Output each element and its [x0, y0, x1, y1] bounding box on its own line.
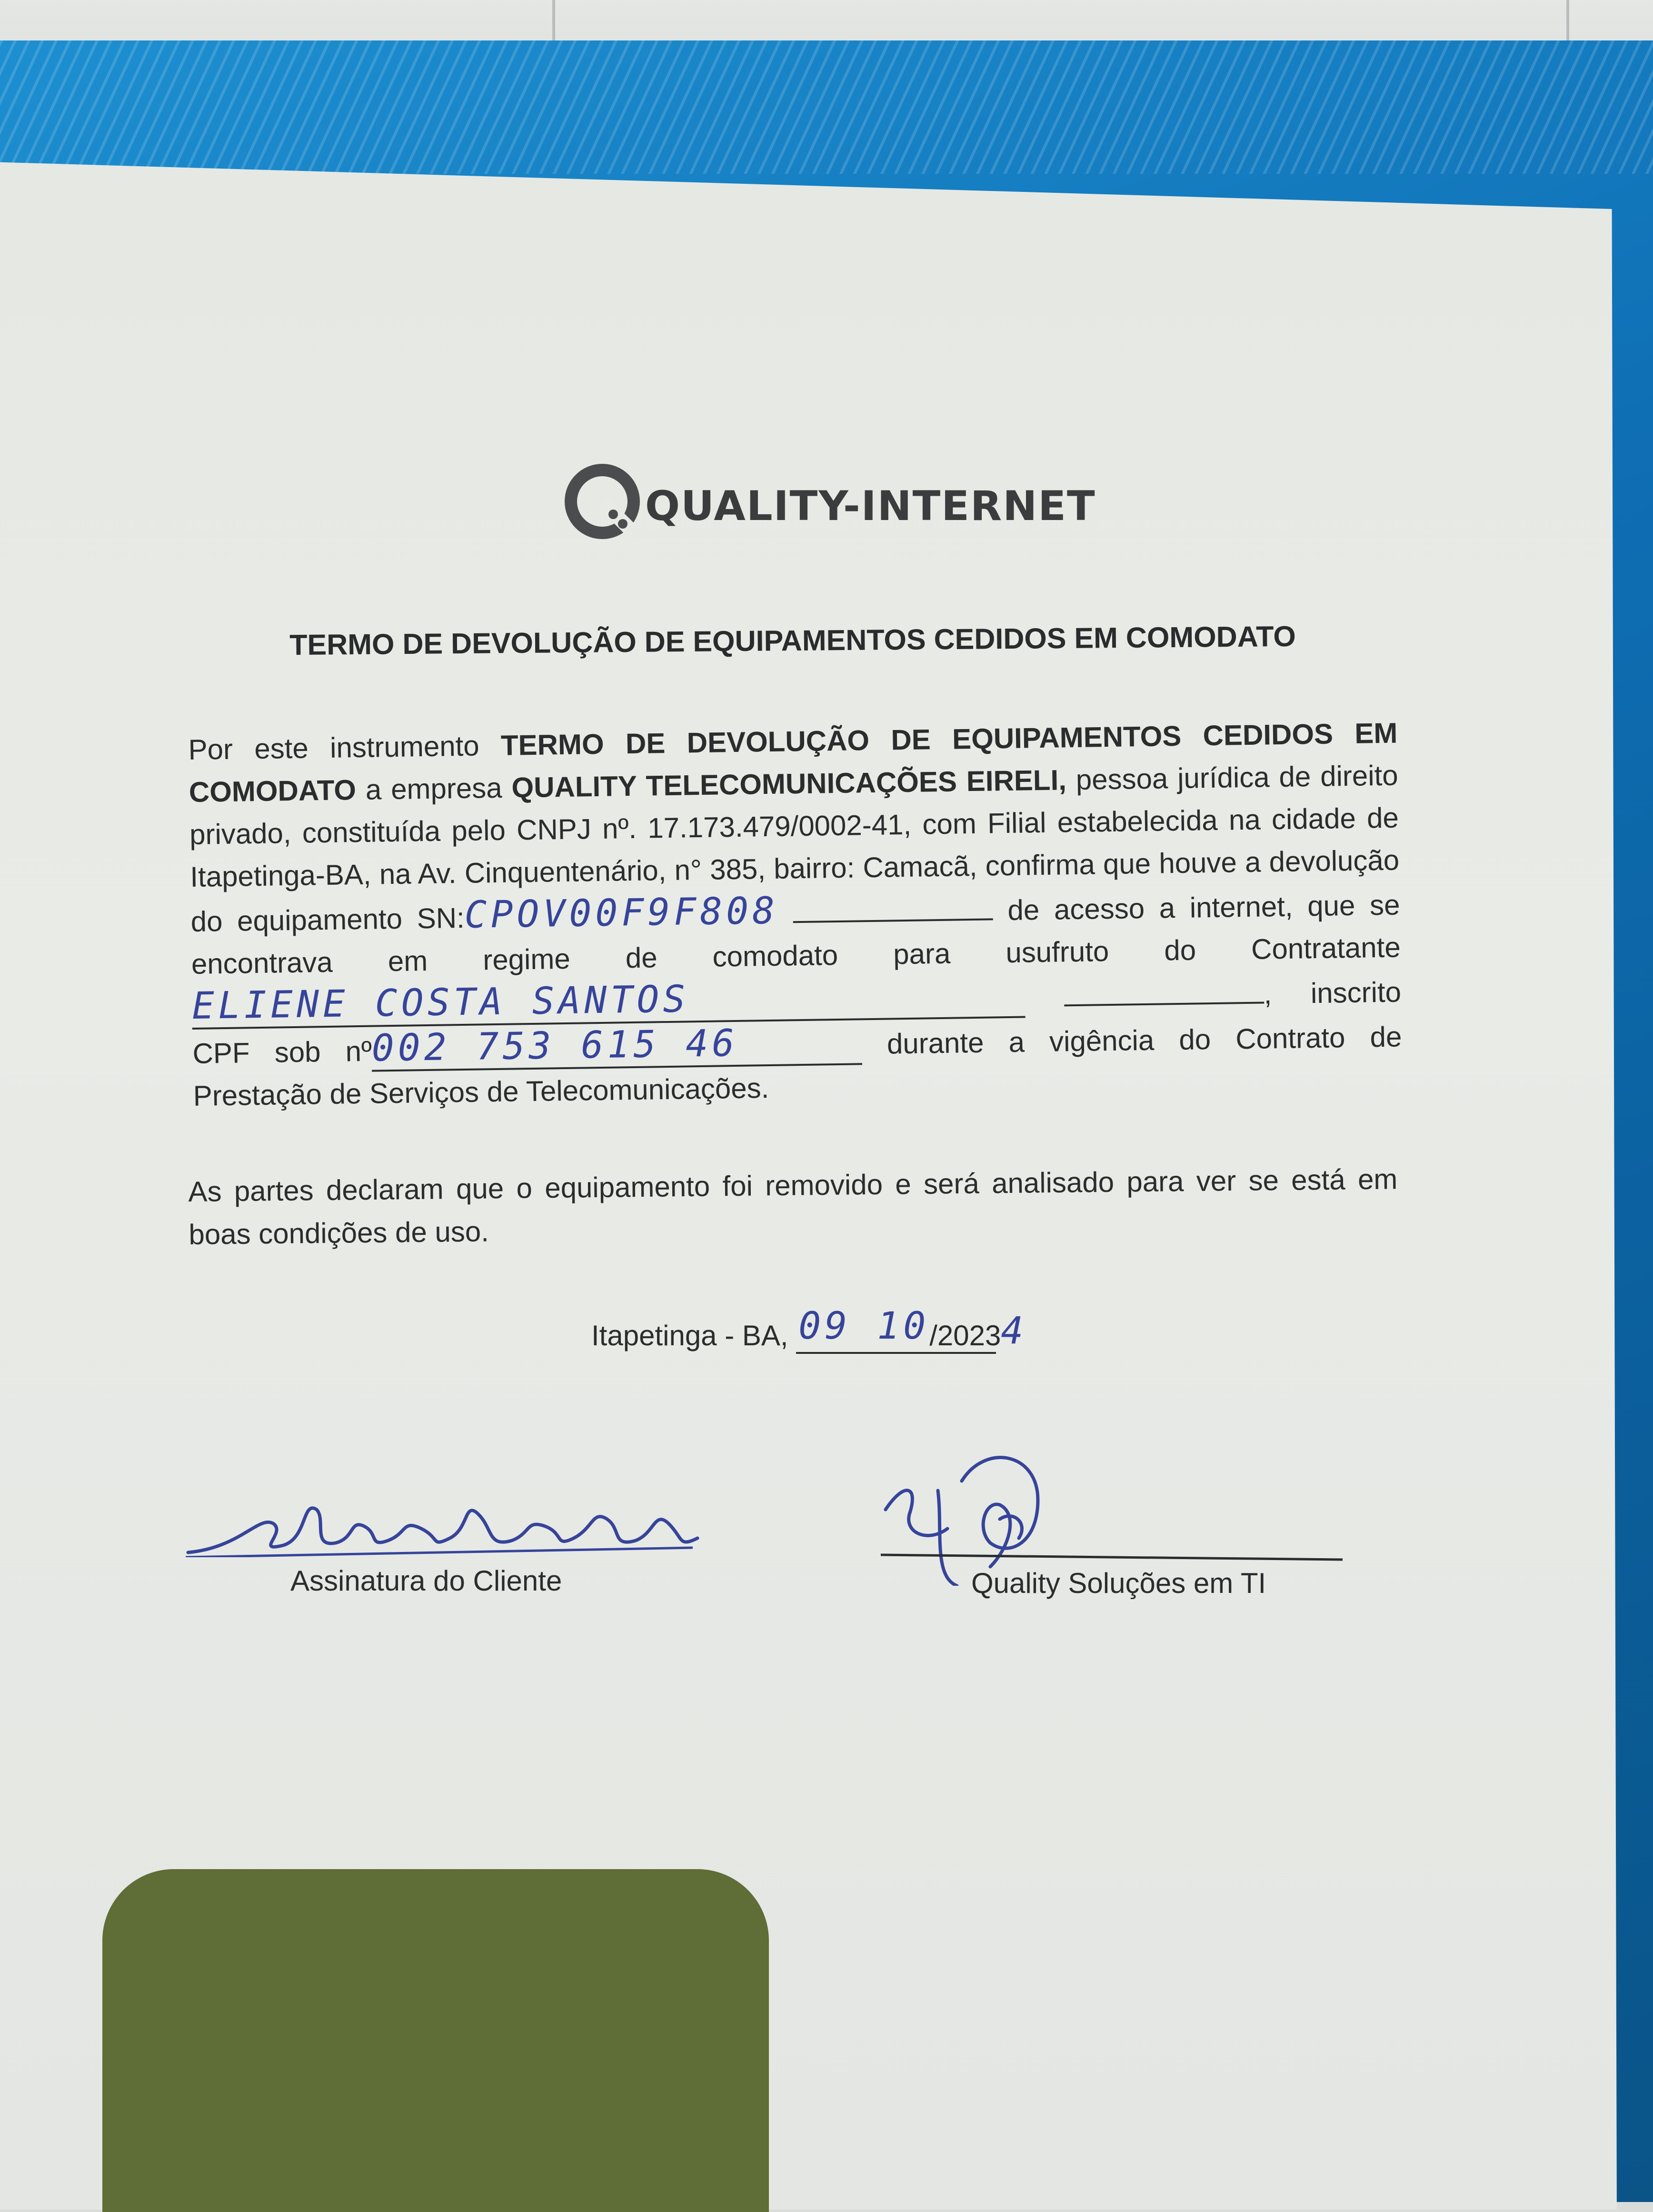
handwritten-month: 10	[877, 1305, 930, 1348]
text-run: durante a vigência do Contrato de Prestação de Serviços de Telecomunicações.	[193, 1021, 1402, 1112]
blank-line	[793, 890, 993, 923]
client-signature-block	[183, 1481, 707, 1597]
handwritten-cpf: 002 753 615 46	[371, 1021, 862, 1071]
date-line	[591, 1305, 1024, 1354]
text-run: a empresa	[356, 771, 512, 806]
text-run: , inscrito CPF sob nº	[192, 976, 1402, 1070]
text-run: pessoa jurídica de direito privado, constituída pelo CNPJ nº. 17.173.479/0002-41, com Filial estabelecida na cidade de Itapetinga-BA, na Av. Cinquentenário, n° 385, bairro: Camacã, confirma que houve a devolução do equipamento SN:	[189, 759, 1400, 938]
company-logo	[562, 461, 1096, 542]
handwritten-year-correction: 4	[1001, 1310, 1024, 1352]
handwritten-client-name: ELIENE COSTA SANTOS	[192, 974, 1026, 1030]
handwritten-serial: CPOV00F9F808	[464, 889, 779, 937]
folder-texture	[0, 40, 1653, 174]
text-run: de acesso a internet, que se encontrava em regime de comodato para usufruto do Contratante	[191, 889, 1401, 980]
company-signature	[876, 1433, 1352, 1586]
client-signature	[183, 1481, 707, 1557]
logo-wordmark: QUALITY-INTERNET	[645, 482, 1096, 530]
document-title: TERMO DE DEVOLUÇÃO DE EQUIPAMENTOS CEDIDOS EM COMODATO	[289, 620, 1296, 661]
main-paragraph	[188, 712, 1403, 1117]
date-year: /2023	[929, 1320, 1001, 1351]
handwritten-day: 09	[798, 1305, 851, 1348]
company-signature-label: Quality Soluções em TI	[971, 1567, 1266, 1599]
q-logo-icon	[562, 461, 643, 542]
company-signature-block	[876, 1433, 1352, 1614]
declaration-paragraph: As partes declaram que o equipamento foi removido e será analisado para ver se está em boas condições de uso.	[188, 1163, 1398, 1251]
tile-joint	[552, 0, 555, 45]
text-run: Por este instrumento	[188, 729, 501, 766]
bold-run: TERMO DE DEVOLUÇÃO DE EQUIPAMENTOS CEDIDOS EM COMODATO	[189, 717, 1398, 808]
bold-run: QUALITY TELECOMUNICAÇÕES EIRELI,	[511, 764, 1067, 804]
olive-object	[102, 1869, 769, 2212]
client-signature-label: Assinatura do Cliente	[290, 1565, 562, 1597]
blank-line	[1064, 973, 1264, 1007]
date-prefix: Itapetinga - BA,	[591, 1320, 788, 1351]
